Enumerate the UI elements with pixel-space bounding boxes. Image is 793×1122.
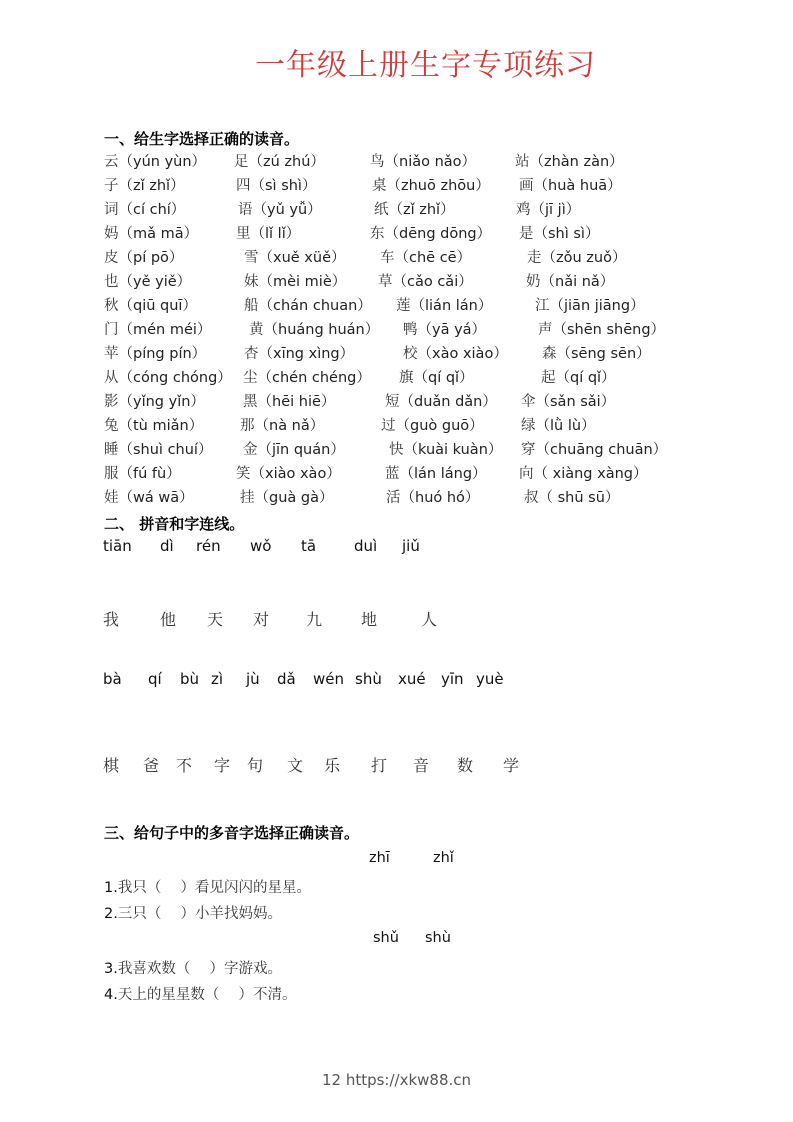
character: 校 [403,346,418,362]
reading-item [519,174,622,195]
pinyin-options: （guà gà） [254,490,334,506]
reading-item [389,438,502,459]
character: 向 [519,466,534,482]
pinyin-word: tiān [103,537,132,555]
character: 鸡 [516,202,531,218]
hanzi-char: 乐 [324,756,341,775]
pinyin-options: （lán láng） [399,466,487,482]
reading-item [238,198,322,219]
character: 睡 [104,442,119,458]
character: 妹 [244,274,259,290]
reading-item [104,318,211,339]
sentence-text: 三只（ ）小羊找妈妈。 [117,906,282,922]
pinyin-options: （zǒu zuǒ） [541,250,627,266]
pinyin-options: （ shū sū） [538,490,620,506]
option-shu4: shù [425,930,451,946]
pinyin-options: （huáng huán） [263,322,380,338]
character: 皮 [104,250,119,266]
pinyin-word: jiǔ [402,537,420,555]
character: 画 [519,178,534,194]
page-footer: 12 https://xkw88.cn [321,1071,472,1089]
character: 那 [240,418,255,434]
character: 子 [104,178,119,194]
reading-row [0,222,793,246]
pinyin-options: （kuài kuàn） [403,442,503,458]
character: 过 [381,418,396,434]
character: 穿 [521,442,536,458]
hanzi-char: 我 [103,610,120,629]
hanzi-char: 句 [247,756,264,775]
reading-item [521,390,615,411]
character: 起 [541,370,556,386]
reading-item [240,414,324,435]
reading-item [374,198,455,219]
pinyin-word: yīn [441,670,464,688]
reading-item [519,462,647,483]
reading-item [104,366,232,387]
reading-item [104,246,183,267]
reading-row [0,438,793,462]
character: 森 [542,346,557,362]
reading-item [249,318,379,339]
character: 东 [370,226,385,242]
pinyin-options: （zhuō zhōu） [386,178,490,194]
reading-row [0,342,793,366]
character: 鸟 [370,154,385,170]
reading-item [104,174,185,195]
reading-item [381,414,484,435]
pinyin-word: yuè [476,670,504,688]
reading-item [104,414,203,435]
sentence-number: 2. [104,906,118,922]
reading-item [519,222,599,243]
reading-item [104,438,212,459]
reading-item [399,366,474,387]
sentence-4 [104,983,296,1004]
reading-item [234,150,325,171]
pinyin-options: （qí qǐ） [413,370,474,386]
pinyin-options: （jiān jiāng） [549,298,645,314]
pinyin-options: （xuě xüě） [258,250,346,266]
section2-heading: 二、 拼音和字连线。 [104,515,245,533]
pinyin-word: bù [180,670,200,688]
reading-row [0,486,793,510]
reading-row [0,294,793,318]
pinyin-options: （fú fù） [118,466,181,482]
reading-item [104,342,206,363]
pinyin-word: xué [398,670,426,688]
reading-item [527,246,626,267]
pinyin-options: （zǐ zhǐ） [388,202,455,218]
pinyin-options: （shuì chuí） [118,442,213,458]
pinyin-options: （zǐ zhǐ） [118,178,185,194]
reading-item [538,318,665,339]
pinyin-options: （yā yá） [417,322,487,338]
pinyin-options: （xào xiào） [417,346,508,362]
reading-row [0,198,793,222]
pinyin-options: （cí chí） [118,202,186,218]
pinyin-options: （pí pō） [118,250,184,266]
character: 尘 [243,370,258,386]
character: 车 [380,250,395,266]
sentence-2 [104,902,282,923]
sentence-text: 我喜欢数（ ）字游戏。 [117,961,282,977]
hanzi-char: 天 [207,610,224,629]
character: 快 [389,442,404,458]
character: 语 [238,202,253,218]
reading-item [396,294,492,315]
character: 也 [104,274,119,290]
pinyin-options: （duǎn dǎn） [399,394,497,410]
pinyin-word: dì [160,537,174,555]
sentence-number: 3. [104,961,118,977]
character: 杏 [244,346,259,362]
pinyin-word: wǒ [250,537,272,555]
pinyin-options: （sǎn sǎi） [535,394,616,410]
reading-item [535,294,645,315]
reading-item [521,414,596,435]
reading-item [104,462,181,483]
pinyin-options: （yě yiě） [118,274,192,290]
reading-item [104,150,206,171]
pinyin-options: （chē cē） [394,250,472,266]
reading-item [403,318,486,339]
character: 纸 [374,202,389,218]
pinyin-options: （xiào xào） [250,466,341,482]
reading-item [516,198,580,219]
reading-item [524,486,619,507]
hanzi-char: 打 [371,756,388,775]
character: 走 [527,250,542,266]
pinyin-word: wén [313,670,345,688]
pinyin-word: zì [211,670,224,688]
hanzi-char: 不 [176,756,193,775]
reading-item [244,270,346,291]
pinyin-options: （sēng sēn） [556,346,651,362]
character: 江 [535,298,550,314]
character: 足 [234,154,249,170]
pinyin-word: bà [103,670,122,688]
hanzi-char: 棋 [103,756,120,775]
character: 门 [104,322,119,338]
pinyin-options: （yǔ yǚ） [252,202,322,218]
pinyin-word: dǎ [277,670,296,688]
pinyin-options: （jīn quán） [257,442,345,458]
pinyin-options: （tù miǎn） [118,418,204,434]
character: 从 [104,370,119,386]
sentence-text: 天上的星星数（ ）不清。 [117,987,297,1003]
pinyin-options: （xīng xìng） [258,346,355,362]
reading-item [372,174,490,195]
reading-item [104,294,197,315]
reading-row [0,246,793,270]
pinyin-options: （huó hó） [400,490,480,506]
reading-row [0,414,793,438]
hanzi-char: 九 [306,610,323,629]
character: 叔 [524,490,539,506]
section3-heading: 三、给句子中的多音字选择正确读音。 [104,824,360,842]
reading-item [236,174,316,195]
pinyin-options: （yǐng yǐn） [118,394,205,410]
reading-item [240,486,333,507]
hanzi-char: 他 [160,610,177,629]
pinyin-options: （yún yùn） [118,154,207,170]
character: 船 [244,298,259,314]
character: 伞 [521,394,536,410]
reading-item [380,246,471,267]
character: 兔 [104,418,119,434]
character: 是 [519,226,534,242]
hanzi-char: 音 [413,756,430,775]
pinyin-options: （shēn shēng） [552,322,666,338]
reading-row [0,366,793,390]
reading-item [385,462,487,483]
reading-item [243,438,345,459]
pinyin-options: （lǜ lù） [535,418,596,434]
pinyin-options: （niǎo nǎo） [384,154,477,170]
hanzi-char: 对 [253,610,270,629]
character: 里 [236,226,251,242]
pinyin-options: （lǐ lǐ） [250,226,301,242]
reading-item [515,150,624,171]
reading-row [0,462,793,486]
reading-item [403,342,508,363]
pinyin-options: （píng pín） [118,346,207,362]
character: 黄 [249,322,264,338]
reading-item [541,366,616,387]
pinyin-options: （nǎi nǎ） [540,274,615,290]
pinyin-options: （ xiàng xàng） [533,466,648,482]
sentence-text: 我只（ ）看见闪闪的星星。 [117,880,311,896]
pinyin-word: duì [354,537,378,555]
page-title: 一年级上册生字专项练习 [255,48,596,83]
reading-item [542,342,651,363]
reading-row [0,270,793,294]
reading-item [104,198,185,219]
character: 挂 [240,490,255,506]
pinyin-options: （chén chéng） [257,370,371,386]
hanzi-char: 文 [287,756,304,775]
pinyin-options: （qiū quī） [118,298,197,314]
pinyin-options: （wá wā） [118,490,194,506]
pinyin-word: shù [355,670,382,688]
character: 站 [515,154,530,170]
pinyin-options: （zhàn zàn） [529,154,624,170]
character: 绿 [521,418,536,434]
hanzi-char: 人 [421,610,438,629]
sentence-1 [104,876,311,897]
pinyin-options: （dēng dōng） [384,226,492,242]
reading-item [244,342,354,363]
reading-row [0,174,793,198]
character: 影 [104,394,119,410]
pinyin-options: （nà nǎ） [254,418,325,434]
option-zhi3: zhǐ [433,850,454,866]
hanzi-char: 地 [361,610,378,629]
character: 云 [104,154,119,170]
pinyin-options: （chuāng chuān） [535,442,668,458]
pinyin-options: （chán chuan） [258,298,372,314]
reading-item [244,246,346,267]
character: 妈 [104,226,119,242]
character: 四 [236,178,251,194]
pinyin-options: （lián lán） [410,298,493,314]
reading-item [104,486,194,507]
character: 短 [385,394,400,410]
pinyin-options: （shì sì） [533,226,600,242]
pinyin-word: tā [301,537,317,555]
pinyin-word: rén [196,537,221,555]
pinyin-options: （mèi miè） [258,274,347,290]
hanzi-char: 字 [214,756,231,775]
pinyin-options: （guò guō） [395,418,484,434]
reading-item [104,270,191,291]
character: 笑 [236,466,251,482]
sentence-number: 1. [104,880,118,896]
character: 服 [104,466,119,482]
character: 词 [104,202,119,218]
reading-item [370,150,476,171]
reading-row [0,150,793,174]
reading-item [104,222,198,243]
character: 鸭 [403,322,418,338]
reading-item [386,486,479,507]
section1-heading: 一、给生字选择正确的读音。 [104,130,300,148]
reading-row [0,390,793,414]
reading-item [385,390,497,411]
character: 娃 [104,490,119,506]
pinyin-options: （cǎo cǎi） [392,274,473,290]
sentence-number: 4. [104,987,118,1003]
reading-item [243,390,335,411]
hanzi-char: 爸 [143,756,160,775]
character: 金 [243,442,258,458]
reading-item [104,390,205,411]
character: 黑 [243,394,258,410]
character: 秋 [104,298,119,314]
hanzi-char: 学 [503,756,520,775]
pinyin-options: （zú zhú） [248,154,325,170]
reading-item [521,438,667,459]
pinyin-options: （hēi hiē） [257,394,336,410]
reading-item [236,222,300,243]
pinyin-options: （mǎ mā） [118,226,199,242]
character: 活 [386,490,401,506]
pinyin-options: （sì shì） [250,178,317,194]
character: 草 [378,274,393,290]
pinyin-word: jù [246,670,260,688]
option-shu3: shǔ [373,930,399,946]
pinyin-options: （cóng chóng） [118,370,232,386]
pinyin-options: （huà huā） [533,178,622,194]
reading-item [526,270,614,291]
character: 声 [538,322,553,338]
reading-item [378,270,473,291]
sentence-3 [104,957,282,978]
character: 旗 [399,370,414,386]
character: 奶 [526,274,541,290]
reading-item [244,294,372,315]
reading-row [0,318,793,342]
pinyin-options: （jī jì） [530,202,581,218]
character: 桌 [372,178,387,194]
hanzi-char: 数 [457,756,474,775]
character: 莲 [396,298,411,314]
pinyin-options: （qí qǐ） [555,370,616,386]
reading-item [243,366,371,387]
character: 蓝 [385,466,400,482]
pinyin-word: qí [148,670,162,688]
character: 雪 [244,250,259,266]
pinyin-options: （mén méi） [118,322,212,338]
character: 苹 [104,346,119,362]
option-zhi1: zhī [369,850,390,866]
reading-item [370,222,491,243]
reading-item [236,462,341,483]
